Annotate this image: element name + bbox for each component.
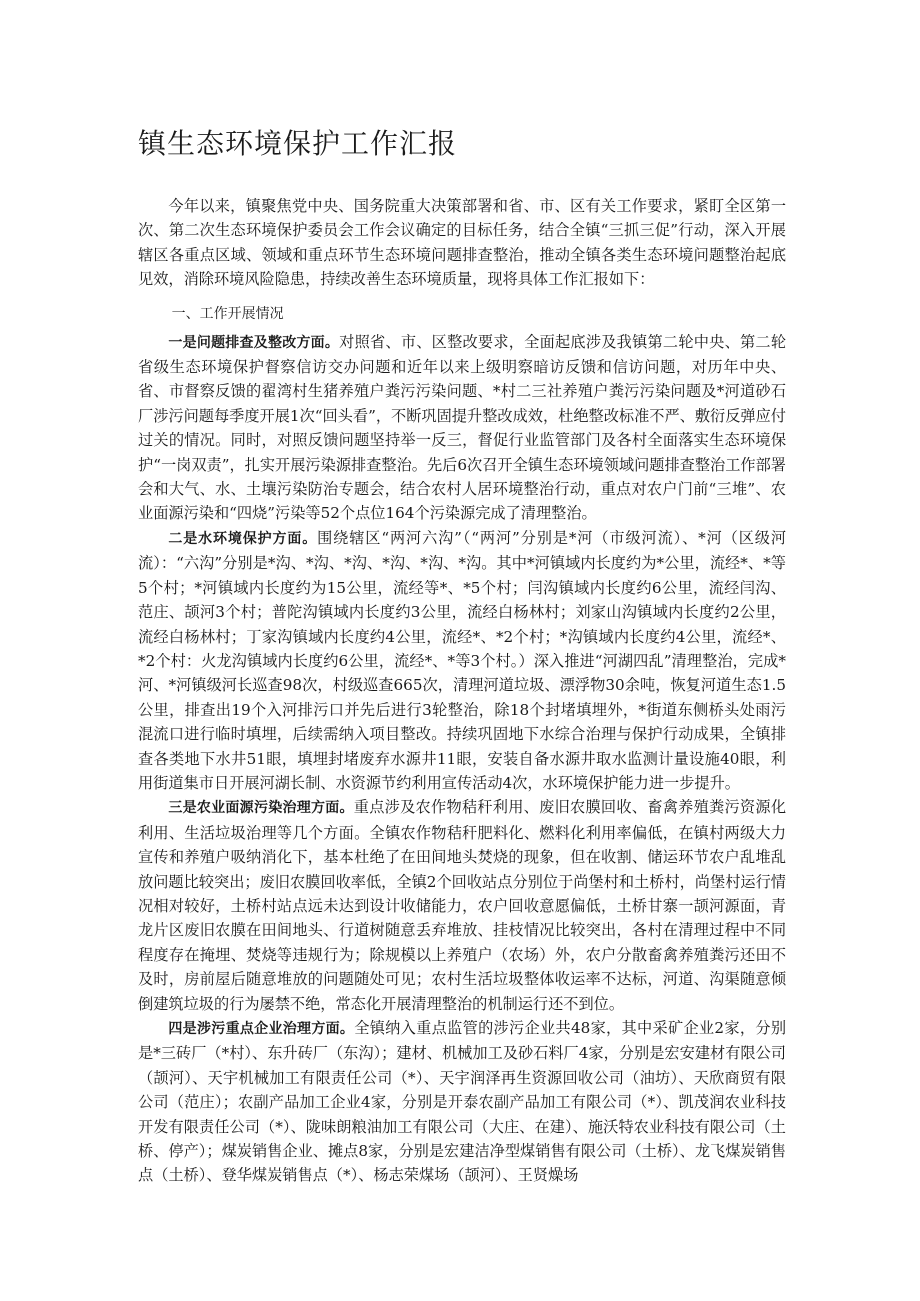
paragraph-lead: 一是问题排查及整改方面。 (168, 334, 340, 351)
document-page (138, 118, 786, 1188)
paragraph-body: 全镇纳入重点监管的涉污企业共48家，其中采矿企业2家，分别是*三砖厂（*村）、东升砖厂（东沟）；建材、机械加工及砂石料厂4家，分别是宏安建材有限公司（颉河）、天宇机械加工有限责任公司（*）、天宇润泽再生资源回收公司（油坊）、天欣商贸有限公司（范庄）；农副产品加工企业4家，分别是开泰农副产品加工有限公司（*）、凯茂润农业科技开发有限责任公司（*）、陇味朗粮油加工有限公司（大庄、在建）、施沃特农业科技有限公司（土桥、停产）；煤炭销售企业、摊点8家，分别是宏建洁净型煤销售有限公司（土桥）、龙飞煤炭销售点（土桥）、登华煤炭销售点（*）、杨志荣煤场（颉河）、王贤燥场 (138, 1019, 787, 1185)
paragraph-agricultural-pollution (138, 795, 786, 1016)
paragraph-lead: 二是水环境保护方面。 (168, 530, 318, 547)
intro-paragraph: 今年以来，镇聚焦党中央、国务院重大决策部署和省、市、区有关工作要求，紧盯全区第一次、第二次生态环境保护委员会工作会议确定的目标任务，结合全镇“三抓三促”行动，深入开展辖区各重点区域、领域和重点环节生态环境问题排查整治，推动全镇各类生态环境问题整治起底见效，消除环境风险隐患，持续改善生态环境质量，现将具体工作汇报如下： (138, 197, 786, 289)
section-heading: 一、工作开展情况 (171, 305, 284, 322)
paragraph-body: 对照省、市、区整改要求，全面起底涉及我镇第二轮中央、第二轮省级生态环境保护督察信访交办问题和近年以来上级明察暗访反馈和信访问题，对历年中央、省、市督察反馈的翟湾村生猪养殖户粪污污染问题、*村二三社养殖户粪污污染问题及*河道砂石厂涉污问题每季度开展1次“回头看”，不断巩固提升整改成效，杜绝整改标准不严、敷衍反弹应付过关的情况。同时，对照反馈问题坚持举一反三，督促行业监管部门及各村全面落实生态环境保护“一岗双责”，扎实开展污染源排查整治。先后6次召开全镇生态环境领域问题排查整治工作部署会和大气、水、土壤污染防治专题会，结合农村人居环境整治行动，重点对农户门前“三堆”、农业面源污染和“四烧”污染等52个点位164个污染源完成了清理整治。 (138, 332, 787, 523)
paragraph-enterprise-governance (138, 1016, 786, 1188)
paragraph-lead: 四是涉污重点企业治理方面。 (168, 1021, 355, 1037)
paragraph-body: 围绕辖区“两河六沟”（“两河”分别是*河（市级河流）、*河（区级河流）：“六沟”分别是*沟、*沟、*沟、*沟、*沟、*沟。其中*河镇域内长度约为*公里，流经*、*等5个村；*河镇域内长度约为15公里，流经等*、*5个村；闫沟镇域内长度约6公里，流经闫沟、范庄、颉河3个村；普陀沟镇域内长度约3公里，流经白杨林村；刘家山沟镇域内长度约2公里，流经白杨林村；丁家沟镇域内长度约4公里，流经*、*2个村；*沟镇域内长度约4公里，流经*、*2个村：火龙沟镇域内长度约6公里，流经*、*等3个村。）深入推进“河湖四乱”清理整治，完成*河、*河镇级河长巡查98次，村级巡查665次，清理河道垃圾、漂浮物30余吨，恢复河道生态1.5公里，排查出19个入河排污口并先后进行3轮整治，除18个封堵填埋外，*街道东侧桥头处雨污混流口进行临时填埋，后续需纳入项目整改。持续巩固地下水综合治理与保护行动成果，全镇排查各类地下水井51眼，填埋封堵废弃水源井11眼，安装自备水源井取水监测计量设施40眼，利用街道集市日开展河湖长制、水资源节约利用宣传活动4次，水环境保护能力进一步提升。 (138, 528, 787, 792)
document-title: 镇生态环境保护工作汇报 (138, 127, 458, 160)
paragraph-problem-rectification (138, 330, 786, 526)
paragraph-lead: 三是农业面源污染治理方面。 (168, 800, 354, 817)
paragraph-water-protection (138, 526, 786, 795)
paragraph-body: 重点涉及农作物秸秆利用、废旧农膜回收、畜禽养殖粪污资源化利用、生活垃圾治理等几个方面。全镇农作物秸秆肥料化、燃料化利用率偏低，在镇村两级大力宣传和养殖户吸纳消化下，基本杜绝了在田间地头焚烧的现象，但在收割、储运环节农户乱堆乱放问题比较突出；废旧农膜回收率低，全镇2个回收站点分别位于尚堡村和土桥村，尚堡村运行情况相对较好，土桥村站点远未达到设计收储能力，农户回收意愿偏低，土桥甘寨一颉河源面，青龙片区废旧农膜在田间地头、行道树随意丢弃堆放、挂枝情况比较突出，各村在清理过程中不同程度存在掩埋、焚烧等违规行为；除规模以上养殖户（农场）外，农户分散畜禽养殖粪污还田不及时，房前屋后随意堆放的问题随处可见；农村生活垃圾整体收运率不达标，河道、沟渠随意倾倒建筑垃圾的行为屡禁不绝，常态化开展清理整治的机制运行还不到位。 (138, 798, 787, 1013)
